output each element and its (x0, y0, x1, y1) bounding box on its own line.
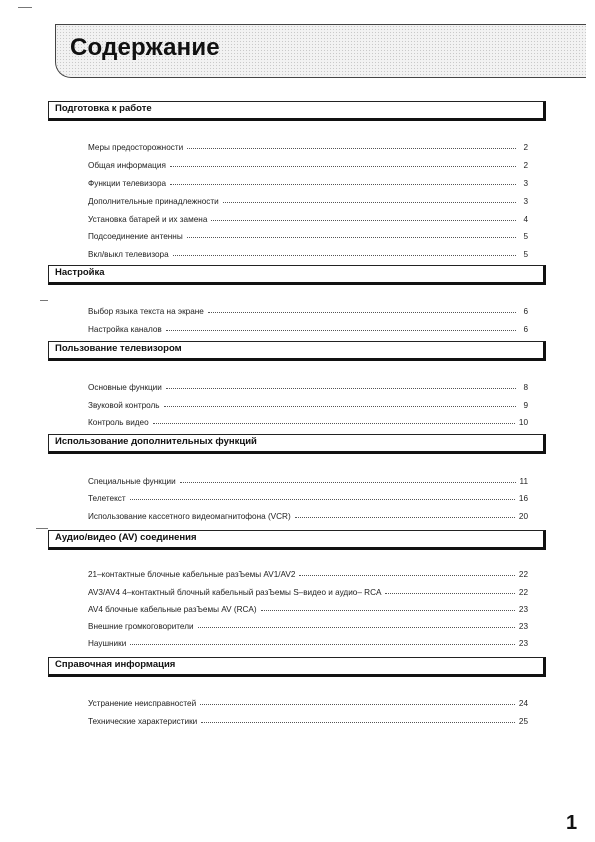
entry-label: Телетекст (88, 494, 126, 503)
toc-entry[interactable] (88, 489, 528, 503)
entry-page: 24 (518, 699, 528, 708)
section-title: Аудио/видео (AV) соединения (55, 532, 197, 543)
dot-leader (198, 627, 515, 628)
section-header (48, 101, 546, 121)
entry-page: 16 (518, 494, 528, 503)
section-title: Справочная информация (55, 659, 176, 670)
dot-leader (164, 406, 516, 407)
section-title: Пользование телевизором (55, 343, 182, 354)
entry-label: Функции телевизора (88, 179, 167, 188)
entry-label: Основные функции (88, 383, 162, 392)
toc-entry[interactable] (88, 138, 528, 152)
entry-page: 11 (519, 477, 528, 486)
toc-entry[interactable] (88, 320, 528, 334)
entry-label: 21–контактные блочные кабельные разЪемы AV1/AV2 (88, 570, 296, 579)
dot-leader (170, 184, 516, 185)
section-title: Использование дополнительных функций (55, 436, 257, 447)
dot-leader (187, 148, 516, 149)
toc-entry[interactable] (88, 694, 528, 708)
scan-mark (40, 300, 48, 301)
toc-entry[interactable] (88, 227, 528, 241)
dot-leader (201, 722, 515, 723)
toc-entry[interactable] (88, 396, 528, 410)
entry-label: Звуковой контроль (88, 401, 160, 410)
dot-leader (223, 202, 516, 203)
entry-page: 23 (518, 622, 528, 631)
dot-leader (261, 610, 515, 611)
entry-page: 25 (518, 717, 528, 726)
entry-page: 23 (518, 605, 528, 614)
section-header (48, 657, 546, 677)
page-title: Содержание (70, 34, 220, 61)
entry-label: Специальные функции (88, 477, 176, 486)
entry-page: 22 (518, 570, 528, 579)
title-banner (55, 24, 586, 78)
entry-page: 6 (523, 325, 528, 334)
entry-label: AV3/AV4 4–контактный блочный кабельный разЪемы S–видео и аудио– RCA (88, 588, 382, 597)
entry-page: 2 (523, 143, 528, 152)
section-title: Подготовка к работе (55, 103, 152, 114)
section-header (48, 341, 546, 361)
toc-entry[interactable] (88, 156, 528, 170)
scan-mark (18, 7, 32, 8)
scan-mark (36, 528, 48, 529)
toc-entry[interactable] (88, 378, 528, 392)
dot-leader (166, 330, 516, 331)
dot-leader (153, 423, 515, 424)
entry-label: Общая информация (88, 161, 166, 170)
entry-page: 20 (518, 512, 528, 521)
toc-entry[interactable] (88, 565, 528, 579)
entry-page: 5 (523, 250, 528, 259)
dot-leader (130, 644, 515, 645)
toc-entry[interactable] (88, 600, 528, 614)
toc-entry[interactable] (88, 245, 528, 259)
entry-page: 5 (523, 232, 528, 241)
entry-page: 9 (523, 401, 528, 410)
entry-label: Контроль видео (88, 418, 149, 427)
entry-label: Использование кассетного видеомагнитофона (VCR) (88, 512, 291, 521)
entry-page: 8 (523, 383, 528, 392)
entry-label: AV4 блочные кабельные разЪемы AV (RCA) (88, 605, 257, 614)
toc-entry[interactable] (88, 192, 528, 206)
section-header (48, 530, 546, 550)
entry-label: Меры предосторожности (88, 143, 184, 152)
toc-entry[interactable] (88, 472, 528, 486)
toc-entry[interactable] (88, 210, 528, 224)
toc-entry[interactable] (88, 634, 528, 648)
entry-label: Установка батарей и их замена (88, 215, 208, 224)
section-title: Настройка (55, 267, 105, 278)
entry-page: 23 (518, 639, 528, 648)
entry-label: Технические характеристики (88, 717, 198, 726)
entry-page: 22 (518, 588, 528, 597)
page-number: 1 (566, 812, 578, 834)
entry-label: Подсоединение антенны (88, 232, 183, 241)
toc-entry[interactable] (88, 583, 528, 597)
entry-page: 3 (523, 197, 528, 206)
dot-leader (166, 388, 516, 389)
entry-label: Наушники (88, 639, 127, 648)
entry-label: Устранение неисправностей (88, 699, 197, 708)
entry-label: Вкл/выкл телевизора (88, 250, 169, 259)
toc-entry[interactable] (88, 174, 528, 188)
dot-leader (130, 499, 515, 500)
toc-entry[interactable] (88, 302, 528, 316)
entry-label: Дополнительные принадлежности (88, 197, 219, 206)
entry-label: Выбор языка текста на экране (88, 307, 204, 316)
dot-leader (211, 220, 516, 221)
section-header (48, 265, 546, 285)
entry-page: 10 (518, 418, 528, 427)
entry-label: Внешние громкоговорители (88, 622, 194, 631)
dot-leader (299, 575, 514, 576)
entry-label: Настройка каналов (88, 325, 162, 334)
toc-entry[interactable] (88, 617, 528, 631)
dot-leader (180, 482, 516, 483)
dot-leader (170, 166, 516, 167)
dot-leader (200, 704, 515, 705)
toc-entry[interactable] (88, 712, 528, 726)
dot-leader (295, 517, 515, 518)
entry-page: 4 (523, 215, 528, 224)
entry-page: 2 (523, 161, 528, 170)
section-header (48, 434, 546, 454)
dot-leader (187, 237, 516, 238)
toc-entry[interactable] (88, 507, 528, 521)
entry-page: 3 (523, 179, 528, 188)
dot-leader (208, 312, 516, 313)
toc-entry[interactable] (88, 413, 528, 427)
dot-leader (173, 255, 516, 256)
entry-page: 6 (523, 307, 528, 316)
dot-leader (385, 593, 514, 594)
